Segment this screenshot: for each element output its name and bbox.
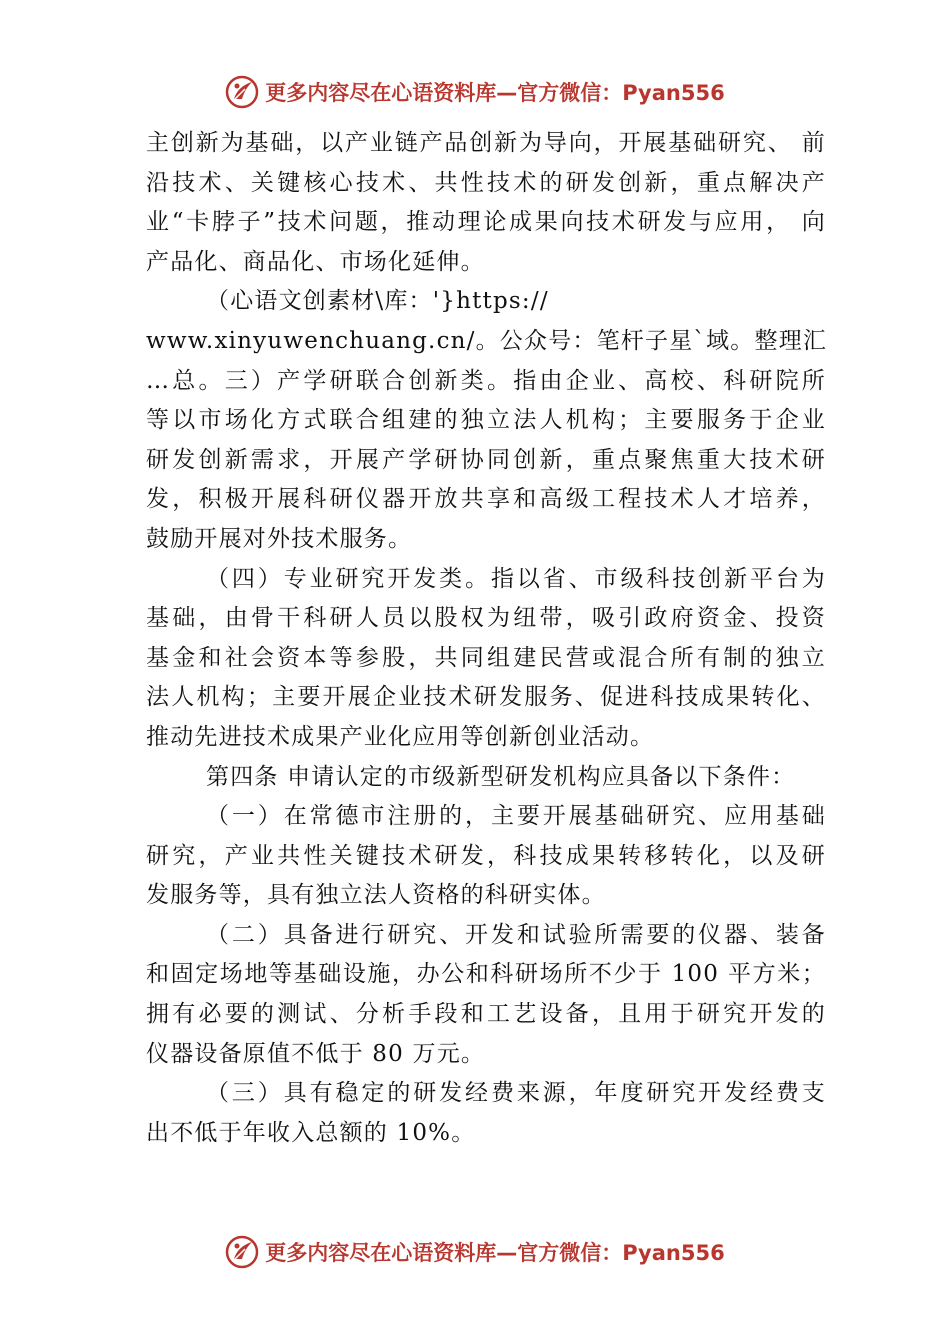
text-line: 等以市场化方式联合组建的独立法人机构；主要服务于企业	[146, 407, 826, 434]
document-body	[146, 124, 826, 1153]
text-line: www.xinyuwenchuang.cn/。公众号：笔杆子星`域。整理汇	[146, 327, 828, 354]
text-line: 推动先进技术成果产业化应用等创新创业活动。	[146, 723, 655, 750]
flame-feather-logo-icon	[225, 75, 259, 109]
text-line: 发服务等，具有独立法人资格的科研实体。	[146, 882, 606, 909]
text-line: 研发创新需求，开展产学研协同创新，重点聚焦重大技术研	[146, 446, 826, 473]
text-line: （二）具备进行研究、开发和试验所需要的仪器、装备	[206, 921, 826, 948]
header-banner	[0, 72, 950, 112]
text-line: （一）在常德市注册的，主要开展基础研究、应用基础	[206, 803, 826, 830]
text-line: 研究，产业共性关键技术研发，科技成果转移转化，以及研	[146, 842, 826, 869]
text-line: 拥有必要的测试、分析手段和工艺设备，且用于研究开发的	[146, 1001, 826, 1028]
text-line: （三）具有稳定的研发经费来源，年度研究开发经费支	[206, 1080, 826, 1107]
text-line: 基金和社会资本等参股，共同组建民营或混合所有制的独立	[146, 644, 826, 671]
text-line: 主创新为基础，以产业链产品创新为导向，开展基础研究、 前	[146, 130, 826, 156]
text-line: （心语文创素材\库：'}https://	[206, 288, 549, 315]
text-line: （四）专业研究开发类。指以省、市级科技创新平台为	[206, 565, 826, 592]
text-line: 第四条 申请认定的市级新型研发机构应具备以下条件：	[206, 763, 796, 790]
text-line: 产品化、商品化、市场化延伸。	[146, 248, 485, 275]
header-banner-text: 更多内容尽在心语资料库—官方微信：Pyan556	[265, 81, 725, 105]
text-line: 仪器设备原值不低于 80 万元。	[146, 1040, 486, 1067]
text-line: 基础，由骨干科研人员以股权为纽带，吸引政府资金、投资	[146, 605, 826, 632]
text-line: …总。三）产学研联合创新类。指由企业、高校、科研院所	[146, 367, 826, 394]
text-line: 发，积极开展科研仪器开放共享和高级工程技术人才培养，	[146, 486, 826, 513]
footer-banner	[0, 1232, 950, 1272]
text-line: 鼓励开展对外技术服务。	[146, 525, 413, 552]
text-line: 法人机构；主要开展企业技术研发服务、促进科技成果转化、	[146, 684, 826, 711]
text-line: 业“卡脖子”技术问题，推动理论成果向技术研发与应用， 向	[146, 209, 826, 236]
footer-banner-text: 更多内容尽在心语资料库—官方微信：Pyan556	[265, 1241, 725, 1265]
flame-feather-logo-icon	[225, 1235, 259, 1269]
text-line: 沿技术、关键核心技术、共性技术的研发创新，重点解决产	[146, 169, 826, 196]
text-line: 和固定场地等基础设施，办公和科研场所不少于 100 平方米；	[146, 961, 826, 988]
text-line: 出不低于年收入总额的 10%。	[146, 1119, 476, 1146]
